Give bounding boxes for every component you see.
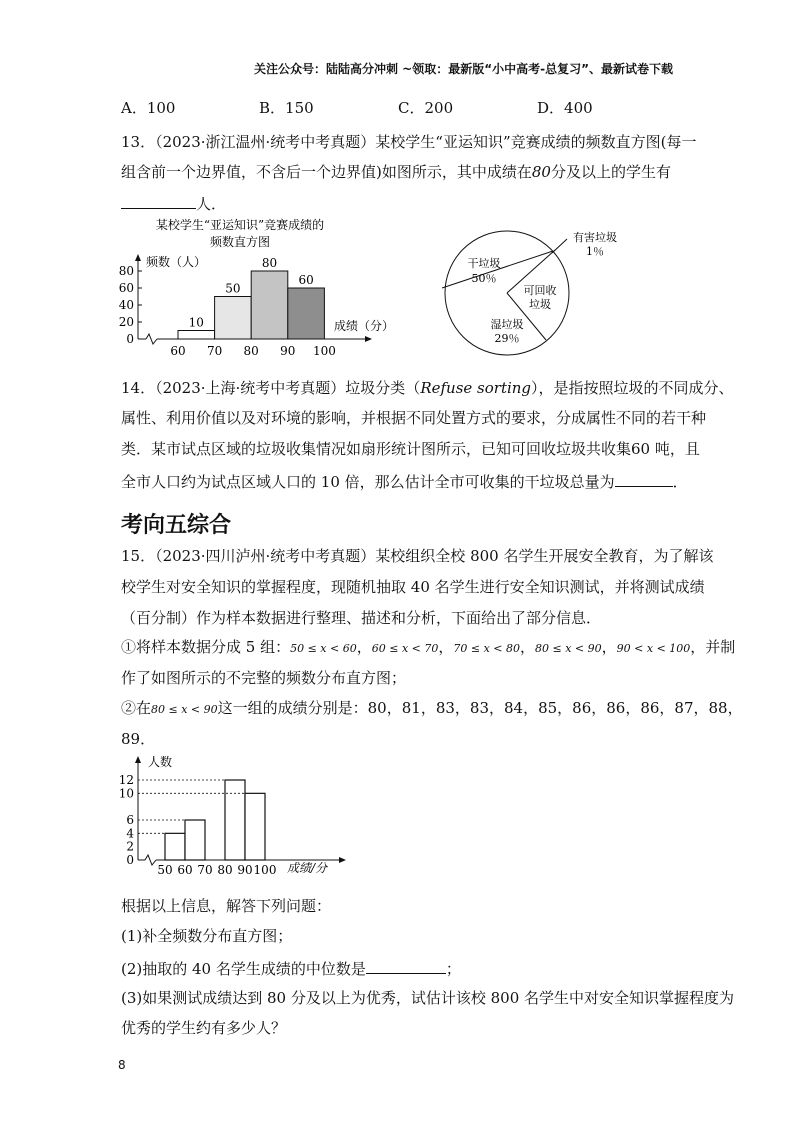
pie-label-recyclable-1: 可回收 (523, 284, 557, 297)
chart13-title-line2: 频数直方图 (209, 235, 271, 249)
chart13-bar (288, 288, 325, 339)
q14-line1: 14．（2023·上海·统考中考真题）垃圾分类（Refuse sorting），是指按照垃圾的不同成分、 (121, 379, 734, 397)
q15-line1: 15．（2023·四川泸州·统考中考真题）某校组织全校 800 名学生开展安全教育，为了解该 (121, 547, 714, 565)
chart13-x-tick: 80 (243, 344, 259, 358)
chart15-x-tick: 90 (237, 863, 253, 877)
answer-blank (615, 470, 673, 487)
chart13-bar (251, 271, 288, 339)
pie-label-recyclable-2: 垃圾 (529, 298, 551, 311)
chart13-y-tick: 80 (118, 264, 134, 278)
chart15-y-tick: 12 (118, 773, 134, 787)
q15-info1-line2: 作了如图所示的不完整的频数分布直方图； (121, 669, 407, 687)
q14-line2: 属性、利用价值以及对环境的影响，并根据不同处置方式的要求，分成属性不同的若干种 (121, 409, 707, 427)
q14-line4: 全市人口约为试点区域人口的 10 倍，那么估计全市可收集的干垃圾总量为 ． (121, 470, 688, 492)
q15-info2-line2: 89． (121, 730, 156, 748)
chart13-x-tick: 90 (280, 344, 296, 358)
pie-label-dry: 干垃圾 (467, 257, 501, 270)
chart13-y-tick: 0 (126, 332, 134, 346)
chart15-xlabel: 成绩/分 (287, 861, 328, 875)
q15-info2: ②在80 ≤ x < 90这一组的成绩分别是：80，81，83，83，84，85，86，86，86，87，88， (121, 699, 743, 717)
chart13-data-label: 60 (298, 273, 314, 287)
option-a: A．100 (121, 99, 176, 117)
chart13-data-label: 80 (261, 256, 278, 270)
chart15-x-tick: 50 (157, 863, 173, 877)
pie-leader-line (552, 239, 567, 253)
chart13-title-line1: 某校学生“亚运知识”竞赛成绩的 (155, 218, 325, 232)
q14-line3: 类．某市试点区域的垃圾收集情况如扇形统计图所示，已知可回收垃圾共收集60 吨，且 (121, 440, 700, 458)
histogram-15 (112, 750, 362, 882)
chart15-bar (165, 833, 185, 860)
chart15-axis-break (145, 855, 156, 865)
page-number: 8 (118, 1058, 126, 1072)
chart13-axis-break (146, 334, 157, 344)
answer-blank (121, 192, 196, 209)
chart15-x-tick: 60 (177, 863, 193, 877)
chart15-bar (185, 820, 205, 860)
chart15-ylabel: 人数 (148, 755, 173, 769)
option-d: D．400 (537, 99, 593, 117)
option-b: B．150 (259, 99, 314, 117)
section-title: 考向五综合 (121, 513, 232, 538)
chart15-y-tick: 4 (126, 826, 134, 841)
chart13-y-tick: 20 (118, 315, 134, 329)
option-c: C．200 (398, 99, 454, 117)
chart15-y-tick: 6 (126, 813, 134, 827)
chart13-y-tick: 60 (118, 281, 134, 295)
answer-blank (366, 957, 446, 974)
chart13-x-arrow (365, 336, 372, 342)
q15-sub2: (2)抽取的 40 名学生成绩的中位数是 ； (121, 957, 461, 979)
chart15-y-tick: 0 (126, 853, 134, 867)
q15-after1: 根据以上信息，解答下列问题： (121, 897, 332, 915)
q15-line3: （百分制）作为样本数据进行整理、描述和分析，下面给出了部分信息． (121, 609, 602, 627)
q15-line2: 校学生对安全知识的掌握程度，现随机抽取 40 名学生进行安全知识测试，并将测试成绩 (121, 578, 705, 596)
pie-value-harmful: 1％ (586, 245, 604, 258)
chart15-bar (225, 780, 245, 860)
chart13-y-tick: 40 (118, 298, 134, 312)
chart13-ylabel: 频数（人） (146, 255, 207, 269)
chart15-bar (245, 793, 265, 860)
q13-line3: 人． (121, 192, 226, 214)
q13-line1: 13．（2023·浙江温州·统考中考真题）某校学生“亚运知识”竞赛成绩的频数直方图(每一 (121, 133, 697, 151)
pie-chart (432, 222, 632, 364)
chart13-data-label: 10 (188, 315, 204, 330)
pie-label-wet: 湿垃圾 (490, 318, 524, 331)
chart13-x-tick: 100 (312, 344, 336, 358)
chart13-bar (178, 331, 215, 340)
q15-sub1: (1)补全频数分布直方图； (121, 927, 293, 945)
chart13-x-tick: 60 (170, 344, 186, 358)
pie-value-dry: 50％ (471, 272, 497, 285)
chart13-xlabel: 成绩（分） (334, 319, 395, 333)
chart13-y-arrow (135, 254, 141, 261)
chart15-x-arrow (339, 857, 346, 863)
q15-sub3-line2: 优秀的学生约有多少人？ (121, 1019, 287, 1037)
chart13-x-tick: 70 (206, 344, 223, 358)
chart15-x-tick: 80 (217, 863, 233, 877)
chart15-x-tick: 70 (197, 863, 213, 877)
histogram-13 (116, 214, 406, 364)
q13-line2: 组含前一个边界值，不含后一个边界值)如图所示，其中成绩在80分及以上的学生有 (121, 163, 671, 181)
chart13-data-label: 50 (225, 281, 241, 296)
page-header: 关注公众号：陆陆高分冲刺 ~领取：最新版“小中高考-总复习”、最新试卷下载 (254, 62, 673, 76)
chart15-y-arrow (135, 756, 141, 763)
chart15-y-tick: 2 (126, 839, 134, 854)
chart15-y-tick: 10 (118, 786, 134, 801)
pie-label-harmful: 有害垃圾 (573, 231, 617, 244)
chart13-bar (215, 297, 252, 340)
pie-value-wet: 29％ (494, 332, 520, 345)
chart15-x-tick: 100 (253, 863, 277, 877)
q15-sub3-line1: (3)如果测试成绩达到 80 分及以上为优秀，试估计该校 800 名学生中对安全知识掌握程度为 (121, 989, 735, 1007)
q15-info1: ①将样本数据分成 5 组：50 ≤ x < 60，60 ≤ x < 70，70 ≤ x < 80，80 ≤ x < 90，90 < x < 100，并制 (121, 638, 736, 656)
